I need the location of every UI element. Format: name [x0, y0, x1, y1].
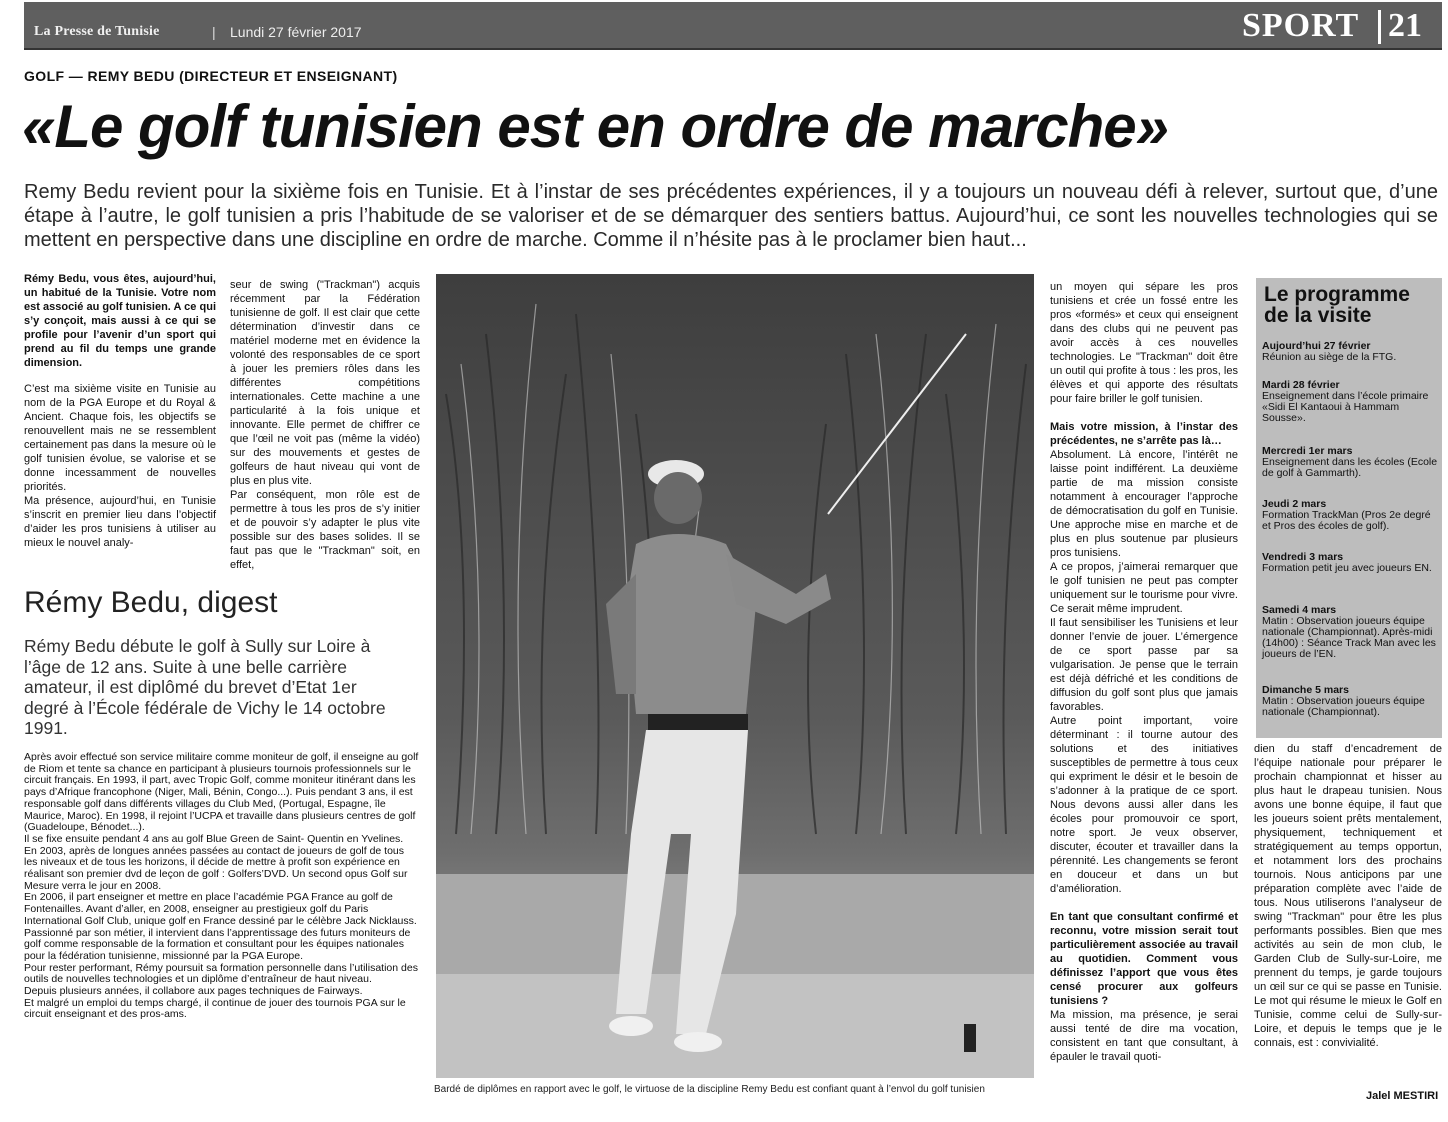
- programme-item: [1262, 499, 1440, 532]
- programme-title-line: Le programme: [1264, 283, 1410, 306]
- header-separator: |: [212, 24, 216, 40]
- interview-question: Mais votre mission, à l’instar des précédentes, ne s’arrête pas là…: [1050, 421, 1238, 447]
- interview-answer: Il faut sensibiliser les Tunisiens et leur donner l’envie de jouer. L’émergence de ce sport passe par sa vulgarisation. Je pense que le terrain est déjà défriché et les conditions de diffusion du golf sont plus que jamais favorables.: [1050, 617, 1238, 713]
- digest-paragraph: Après avoir effectué son service militaire comme moniteur de golf, il enseigne au golf de Riom et tente sa chance en participant à plusieurs tournois professionnels sur le circuit français. En 1993, il part, avec Tropic Golf, comme moniteur itinérant dans les pays d’Afrique francophone (Niger, Mali, Bénin, Congo...). Puis pendant 3 ans, il est responsable golf dans différents villages du Club Med, (Portugal, Espagne, île Maurice, Maroc). En 1998, il rejoint l’UCPA et travaille dans plusieurs centres de golf (Guadeloupe, Bénodet...).: [24, 751, 419, 834]
- interview-answer: un moyen qui sépare les pros tunisiens et crée un fossé entre les pros «formés» et ceux qui enseignent dans des clubs qui ne peuvent pas avoir accès à ces nouvelles technologies. Le "Trackman" doit être un outil qui profite à tous : les pros, les élèves et qui apporte des résultats pour faire briller le golf tunisien.: [1050, 281, 1238, 405]
- programme-activity: Enseignement dans l’école primaire «Sidi El Kantaoui à Hammam Sousse».: [1262, 390, 1429, 424]
- programme-day: Jeudi 2 mars: [1262, 498, 1327, 510]
- programme-day: Dimanche 5 mars: [1262, 684, 1349, 696]
- digest-paragraph: Passionné par son métier, il intervient dans l’apprentissage des futurs moniteurs de golf comme responsable de la formation et consultant pour les équipes nationales pour la fédération tunisienne, missionné par la PGA Europe.: [24, 926, 411, 962]
- article-column-2: [230, 278, 420, 572]
- programme-item: [1262, 685, 1440, 718]
- programme-activity: Formation petit jeu avec joueurs EN.: [1262, 562, 1432, 574]
- interview-answer: Absolument. Là encore, l’intérêt ne laisse point indifférent. La deuxième partie de ma mission consiste notamment à encourager l’approche de démocratisation du golf en Tunisie. Une approche mise en marche et de plus en plus soutenue par plusieurs pros tunisiens.: [1050, 449, 1238, 559]
- programme-title: [1264, 284, 1410, 326]
- interview-answer: Ma mission, ma présence, je serai aussi tenté de dire ma vocation, consistent en tant que consultant, à épauler le travail quoti-: [1050, 1009, 1238, 1063]
- programme-activity: Matin : Observation joueurs équipe nationale (Championnat).: [1262, 695, 1425, 718]
- article-column-3: [1050, 280, 1238, 1064]
- article-headline: «Le golf tunisien est en ordre de marche»: [22, 93, 1168, 160]
- programme-item: [1262, 605, 1440, 660]
- digest-paragraph: Depuis plusieurs années, il collabore aux pages techniques de Fairways.: [24, 985, 363, 998]
- programme-item: [1262, 552, 1440, 574]
- programme-activity: Matin : Observation joueurs équipe nationale (Championnat). Après-midi (14h00) : Séance Track Man avec les joueurs de l’EN.: [1262, 615, 1436, 660]
- article-lead: Remy Bedu revient pour la sixième fois en Tunisie. Et à l’instar de ses précédentes expériences, il y a toujours un nouveau défi à relever, surtout que, d’une étape à l’autre, le golf tunisien a pris l’habitude de se valoriser et de se démarquer des sentiers battus. Aujourd’hui, ce sont les nouvelles technologies qui se mettent en perspective dans une discipline en ordre de marche. Comme il n’hésite pas à le proclamer bien haut...: [24, 181, 1438, 251]
- article-column-4: [1254, 742, 1442, 1050]
- programme-activity: Formation TrackMan (Pros 2e degré et Pros des écoles de golf).: [1262, 509, 1431, 532]
- programme-item: [1262, 380, 1440, 424]
- programme-day: Mardi 28 février: [1262, 379, 1340, 391]
- digest-paragraph: Il se fixe ensuite pendant 4 ans au golf Blue Green de Saint- Quentin en Yvelines.: [24, 832, 404, 845]
- programme-day: Mercredi 1er mars: [1262, 445, 1353, 457]
- programme-item: [1262, 446, 1440, 479]
- digest-paragraph: En 2003, après de longues années passées au contact de joueurs de golf de tous les niveaux et de tous les horizons, il décide de mettre à profit son expérience en réalisant son premier dvd de leçon de golf : Golfers’DVD. Un second opus Golf sur Mesure verra le jour en 2008.: [24, 844, 408, 892]
- interview-answer: Ma présence, aujourd’hui, en Tunisie s’inscrit en premier lieu dans l’objectif d’aider les pros tunisiens à utiliser au mieux le nouvel analy-: [24, 495, 216, 549]
- section-divider: [1378, 10, 1381, 44]
- digest-title: Rémy Bedu, digest: [24, 586, 278, 619]
- interview-answer: A ce propos, j’aimerai remarquer que le golf tunisien ne peut pas compter uniquement sur le tourisme pour vivre. Ce serait même imprudent.: [1050, 561, 1238, 615]
- author-signature: Jalel MESTIRI: [1366, 1090, 1439, 1102]
- interview-question: En tant que consultant confirmé et reconnu, votre mission serait tout particulièrement associée au travail au quotidien. Comment vous définissez l’apport que vous êtes censé procurer aux golfeurs tunisiens ?: [1050, 911, 1238, 1007]
- digest-lead: Rémy Bedu débute le golf à Sully sur Loire à l’âge de 12 ans. Suite à une belle carrière amateur, il est diplômé du brevet d’Etat 1er degré à l’École fédérale de Vichy le 14 octobre 1991.: [24, 636, 386, 738]
- programme-day: Aujourd’hui 27 février: [1262, 340, 1371, 352]
- issue-date: Lundi 27 février 2017: [230, 24, 362, 40]
- interview-answer: Par conséquent, mon rôle est de permettre à tous les pros de s’y initier et de pouvoir s’y adapter le plus vite possible sur des bases solides. Il se faut pas que le "Trackman" soit, en effet,: [230, 489, 420, 571]
- digest-body: [24, 752, 420, 1021]
- programme-activity: Enseignement dans les écoles (Ecole de golf à Gammarth).: [1262, 456, 1438, 479]
- programme-day: Samedi 4 mars: [1262, 604, 1337, 616]
- programme-title-line: de la visite: [1264, 304, 1372, 327]
- digest-paragraph: En 2006, il part enseigner et mettre en place l’académie PGA France au golf de Fontenailles. Avant d’aller, en 2008, enseigner au prestigieux golf du Paris International Golf Club, unique golf en France dessiné par le célèbre Jack Nicklauss.: [24, 891, 417, 927]
- photo-caption: Bardé de diplômes en rapport avec le golf, le virtuose de la discipline Remy Bedu est confiant quant à l’envol du golf tunisien: [434, 1084, 985, 1095]
- article-kicker: GOLF — REMY BEDU (DIRECTEUR ET ENSEIGNANT): [24, 68, 398, 84]
- programme-day: Vendredi 3 mars: [1262, 551, 1344, 563]
- interview-answer: C’est ma sixième visite en Tunisie au nom de la PGA Europe et du Royal & Ancient. Chaque fois, les objectifs se renouvellent mais ne se ressemblent certainement pas dans la mesure où le golf tunisien évolue, se valorise et se donne incessamment de nouvelles priorités.: [24, 383, 216, 493]
- programme-item: [1262, 341, 1440, 363]
- digest-paragraph: Pour rester performant, Rémy poursuit sa formation personnelle dans l’utilisation des outils de nouvelles technologies et un diplôme d’entraîneur de haut niveau.: [24, 961, 418, 986]
- interview-answer: seur de swing ("Trackman") acquis récemment par la Fédération tunisienne de golf. Il est clair que cette détermination d’investir dans ce matériel moderne met en évidence la volonté des responsables de ce sport à jouer les premiers rôles dans les différentes compétitions internationales. Cette machine a une particularité à la fois unique et innovante. Elle permet de chiffrer ce que l’œil ne voit pas (même la vidéo) sur des mouvements et gestes de golfeurs de haut niveau qui vont de plus en plus vite.: [230, 279, 420, 487]
- section-label: SPORT: [1242, 7, 1360, 44]
- golfer-photo: [436, 274, 1034, 1078]
- newspaper-name: La Presse de Tunisie: [34, 24, 160, 39]
- interview-question: Rémy Bedu, vous êtes, aujourd’hui, un habitué de la Tunisie. Votre nom est associé au golf tunisien. A ce qui s’y conçoit, mais aussi à ce qui se profile pour l’avenir d’un sport qui prend au fil du temps une grande dimension.: [24, 273, 216, 369]
- article-column-1: [24, 272, 216, 550]
- page-number: 21: [1388, 7, 1422, 44]
- golfer-photo-illustration: [436, 274, 1034, 1078]
- digest-paragraph: Et malgré un emploi du temps chargé, il continue de jouer des tournois PGA sur le circuit enseignant et des pros-ams.: [24, 996, 406, 1021]
- programme-activity: Réunion au siège de la FTG.: [1262, 351, 1397, 363]
- interview-answer: Autre point important, voire déterminant : il tourne autour des solutions et des initiatives susceptibles de permettre à tous ceux qui expriment le désir et le besoin de s’adonner à la pratique de ce sport. Nous devons aussi aller dans les écoles pour promouvoir ce sport, notre sport. Je veux observer, discuter, écouter et travailler dans la pérennité. Les changements se feront en douceur et dans un but d’amélioration.: [1050, 715, 1238, 895]
- interview-answer: dien du staff d’encadrement de l’équipe nationale pour préparer le prochain championnat et hisser au plus haut le drapeau tunisien. Nous avons une bonne équipe, il faut que les joueurs soient prêts mentalement, physiquement, techniquement et stratégiquement au temps opportun, et notamment lors des prochains tournois. Nous anticipons par une préparation complète avec l’aide de tous. Nous utiliserons l’analyseur de swing "Trackman" pour être les plus performants possibles. Bien que mes activités au sein de mon club, le Garden Club de Sully-sur-Loire, me prennent du temps, je garde toujours un œil sur ce qui se passe en Tunisie. Le mot qui résume le mieux le Golf en Tunisie, comme celui de Sully-sur-Loire, et depuis le temps que je le connais, est : convivialité.: [1254, 743, 1442, 1049]
